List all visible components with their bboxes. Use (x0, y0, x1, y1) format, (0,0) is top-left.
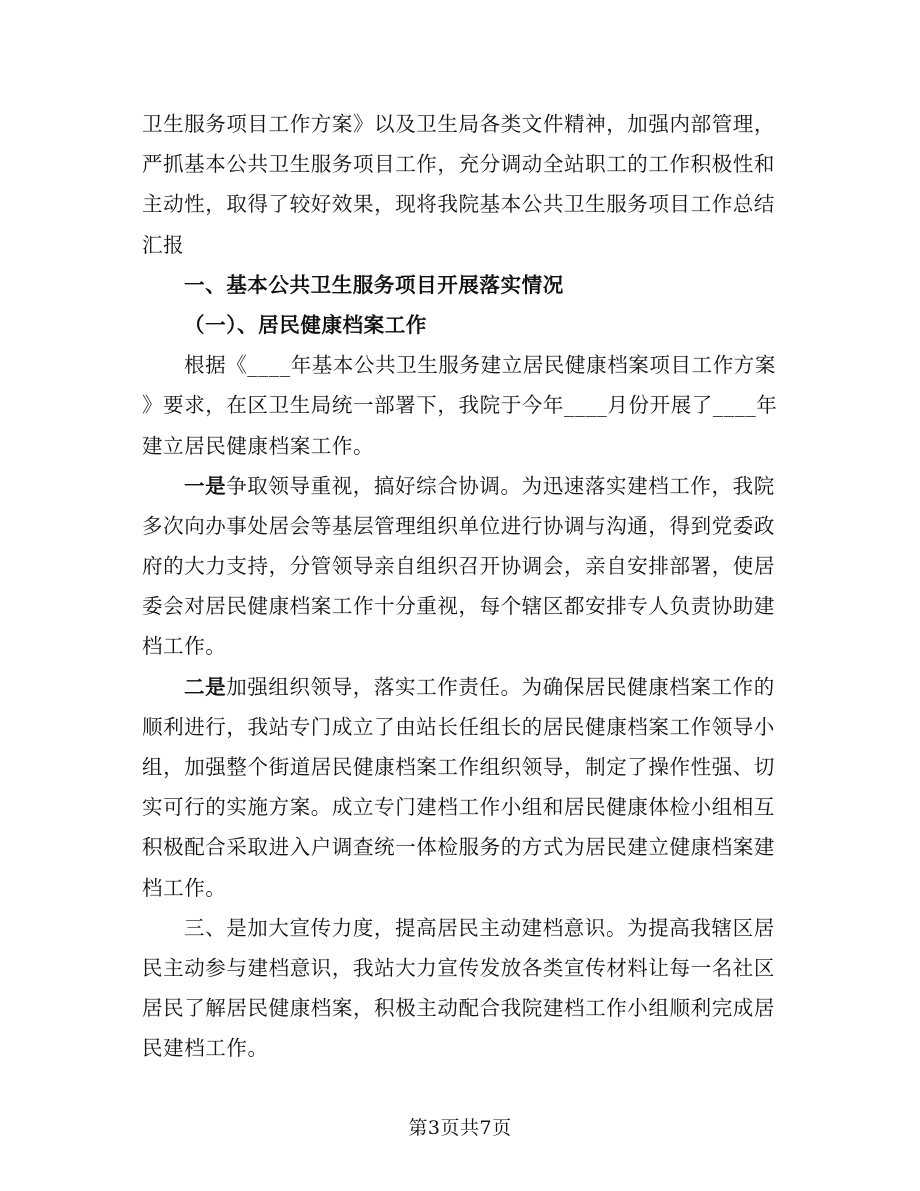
subsection-heading: （一）、居民健康档案工作 (184, 312, 427, 337)
paragraph-line: 顺利进行，我站专门成立了由站长任组长的居民健康档案工作领导小 (142, 714, 775, 739)
document-body (142, 104, 782, 1069)
paragraph-text: 加强组织领导，落实工作责任。为确保居民健康档案工作的 (226, 674, 775, 699)
paragraph-line: 积极配合采取进入户调查统一体检服务的方式为居民建立健康档案建 (142, 835, 775, 860)
paragraph-line: 民主动参与建档意识，我站大力宣传发放各类宣传材料让每一名社区 (142, 955, 775, 980)
paragraph-line: 》要求，在区卫生局统一部署下，我院于今年____月份开展了____年 (142, 393, 778, 418)
paragraph-line: 委会对居民健康档案工作十分重视，每个辖区都安排专人负责协助建 (142, 594, 775, 619)
paragraph-line: 组，加强整个街道居民健康档案工作组织领导，制定了操作性强、切 (142, 755, 775, 779)
paragraph-line: 三、是加大宣传力度，提高居民主动建档意识。为提高我辖区居 (184, 915, 775, 940)
paragraph-text: 争取领导重视，搞好综合协调。为迅速落实建档工作，我院 (226, 473, 775, 498)
section-heading: 一、基本公共卫生服务项目开展落实情况 (184, 272, 564, 297)
paragraph-line: 府的大力支持，分管领导亲自组织召开协调会，亲自安排部署，使居 (142, 554, 775, 579)
paragraph-lead: 一是 (184, 473, 227, 498)
intro-line: 汇报 (142, 232, 185, 257)
paragraph-line: 档工作。 (142, 875, 227, 900)
paragraph-line: 根据《____年基本公共卫生服务建立居民健康档案项目工作方案 (184, 353, 776, 378)
paragraph-line: 实可行的实施方案。成立专门建档工作小组和居民健康体检小组相互 (142, 795, 775, 820)
paragraph-line (142, 667, 782, 707)
intro-line: 严抓基本公共卫生服务项目工作，充分调动全站职工的工作积极性和 (142, 152, 775, 177)
paragraph-line: 民建档工作。 (142, 1036, 269, 1061)
paragraph-lead: 二是 (184, 674, 227, 699)
paragraph-line (142, 466, 782, 506)
paragraph-line: 多次向办事处居会等基层管理组织单位进行协调与沟通，得到党委政 (142, 513, 775, 538)
paragraph-line: 居民了解居民健康档案，积极主动配合我院建档工作小组顺利完成居 (142, 996, 775, 1021)
intro-line: 主动性，取得了较好效果，现将我院基本公共卫生服务项目工作总结 (142, 192, 775, 217)
paragraph-line: 档工作。 (142, 634, 227, 659)
paragraph-line: 建立居民健康档案工作。 (142, 433, 375, 458)
intro-line: 卫生服务项目工作方案》以及卫生局各类文件精神，加强内部管理， (142, 112, 775, 136)
page-number: 第3页共7页 (408, 1117, 512, 1139)
